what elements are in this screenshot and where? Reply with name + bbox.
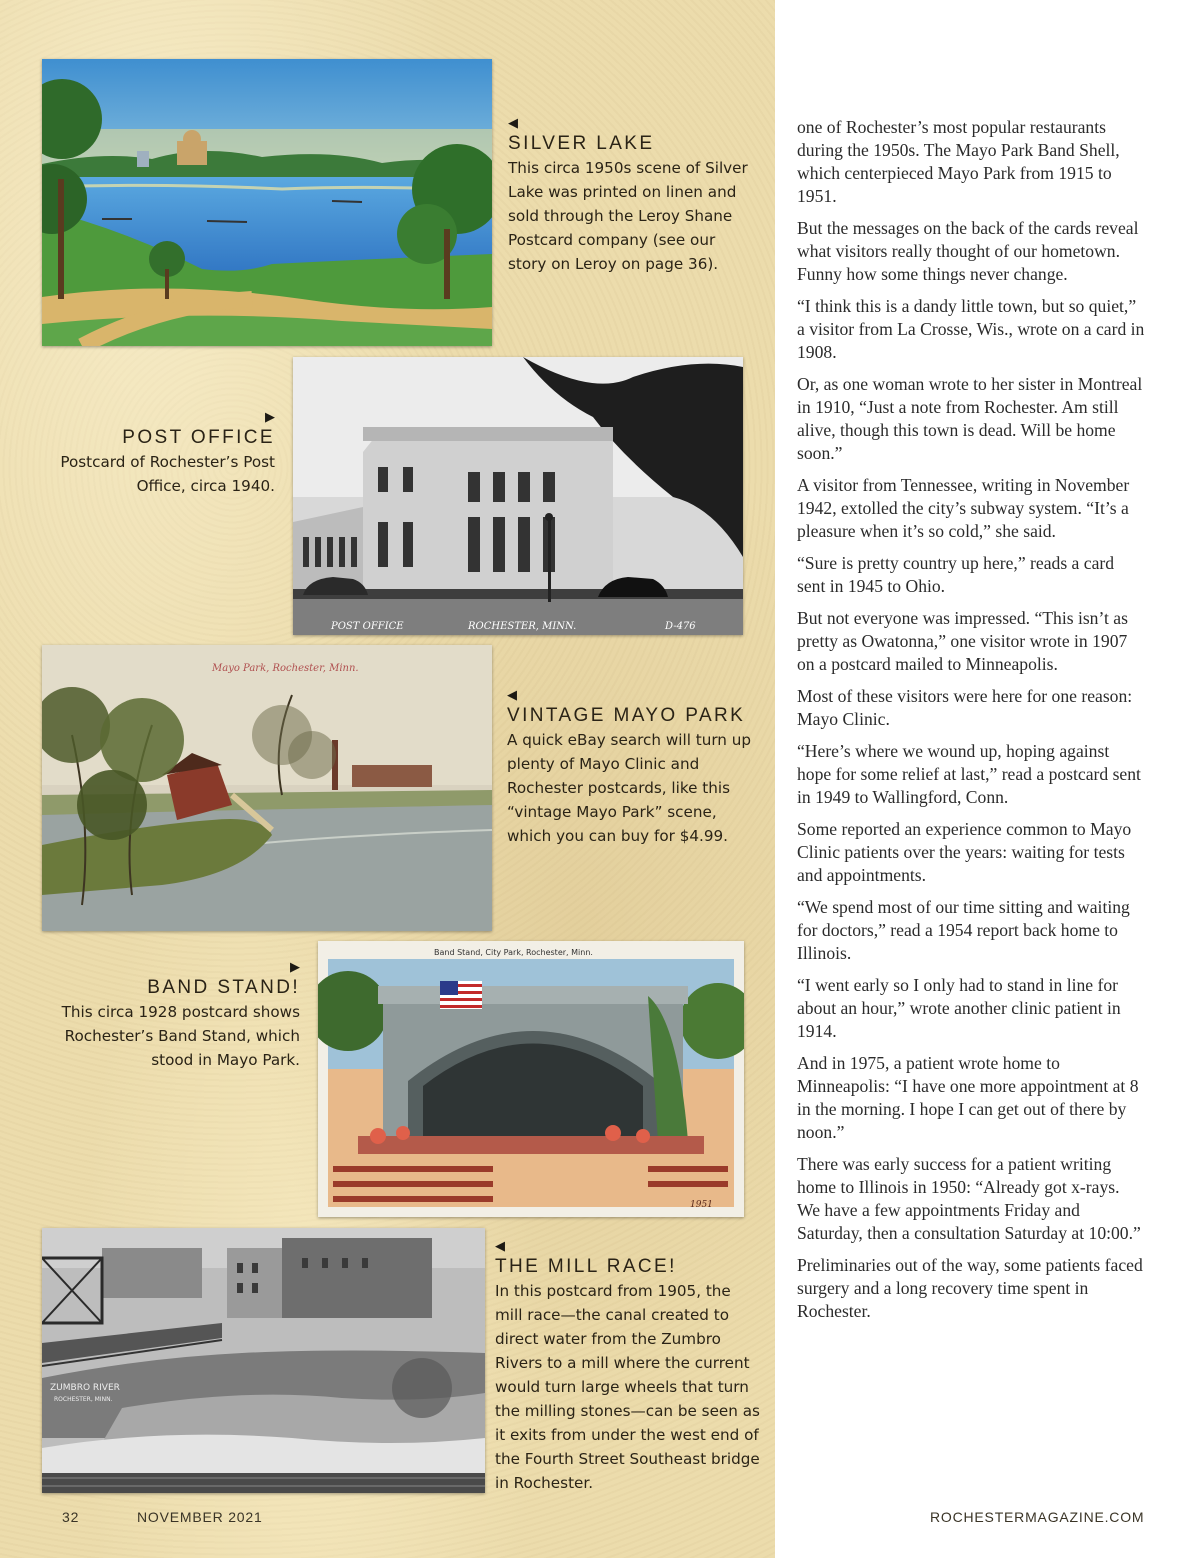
article-paragraph: Preliminaries out of the way, some patients faced surgery and a long recovery time spent in Rochester. <box>797 1255 1143 1321</box>
caption-body: This circa 1950s scene of Silver Lake was printed on linen and sold through the Leroy Shane Postcard company (see our story on Leroy on page 36). <box>508 159 748 273</box>
mill-race-postcard <box>42 1228 485 1493</box>
post-office-stamp-left: POST OFFICE <box>331 621 404 632</box>
article-paragraph: Most of these visitors were here for one reason: Mayo Clinic. <box>797 686 1133 729</box>
article-paragraph: And in 1975, a patient wrote home to Minneapolis: “I have one more appointment at 8 in the morning. I hope I can get out of there by noon.” <box>797 1053 1139 1142</box>
mill-race-caption <box>495 1239 760 1495</box>
caption-body: This circa 1928 postcard shows Rochester’s Band Stand, which stood in Mayo Park. <box>61 1003 300 1069</box>
silver-lake-caption <box>508 116 753 276</box>
band-stand-number: 1951 <box>690 1200 713 1210</box>
article-paragraph: “I went early so I only had to stand in line for about an hour,” wrote another clinic patient in 1914. <box>797 975 1121 1041</box>
caption-arrow-right-icon: ▶ <box>290 959 300 974</box>
caption-arrow-left-icon: ◀ <box>495 1238 505 1253</box>
mayo-park-stamp: Mayo Park, Rochester, Minn. <box>212 663 359 674</box>
band-stand-stamp: Band Stand, City Park, Rochester, Minn. <box>434 948 593 957</box>
article-paragraph: Or, as one woman wrote to her sister in Montreal in 1910, “Just a note from Rochester. Am still alive, though this town is dead. Will be home soon.” <box>797 374 1143 463</box>
article-paragraph: But the messages on the back of the cards reveal what visitors really thought of our hometown. Funny how some things never change. <box>797 218 1139 284</box>
article-paragraph: one of Rochester’s most popular restaurants during the 1950s. The Mayo Park Band Shell, which centerpieced Mayo Park from 1915 to 1951. <box>797 117 1120 206</box>
article-paragraph: “Sure is pretty country up here,” reads a card sent in 1945 to Ohio. <box>797 553 1115 596</box>
post-office-caption <box>60 410 275 498</box>
article-paragraph: “We spend most of our time sitting and waiting for doctors,” read a 1954 report back home to Illinois. <box>797 897 1130 963</box>
page-number: 32 <box>62 1509 80 1525</box>
caption-title: THE MILL RACE! <box>495 1256 677 1277</box>
caption-arrow-left-icon: ◀ <box>508 115 518 130</box>
article-paragraph: “I think this is a dandy little town, but so quiet,” a visitor from La Crosse, Wis., wrote on a card in 1908. <box>797 296 1145 362</box>
article-paragraph: “Here’s where we wound up, hoping against hope for some relief at last,” read a postcard sent in 1949 to Wallingford, Conn. <box>797 741 1141 807</box>
issue-date: NOVEMBER 2021 <box>137 1509 263 1525</box>
caption-title: BAND STAND! <box>147 977 300 998</box>
caption-body: In this postcard from 1905, the mill race—the canal created to direct water from the Zumbro Rivers to a mill where the current would turn large wheels that turn the milling stones—can be seen as it exits from under the west end of the Fourth Street Southeast bridge in Rochester. <box>495 1282 760 1492</box>
caption-body: A quick eBay search will turn up plenty of Mayo Clinic and Rochester postcards, like this “vintage Mayo Park” scene, which you can buy for $4.99. <box>507 731 752 845</box>
caption-arrow-left-icon: ◀ <box>507 687 517 702</box>
mayo-park-postcard <box>42 645 492 931</box>
mayo-park-caption <box>507 688 757 848</box>
article-paragraph: But not everyone was impressed. “This isn’t as pretty as Owatonna,” one visitor wrote in 1907 on a postcard mailed to Minneapolis. <box>797 608 1128 674</box>
caption-body: Postcard of Rochester’s Post Office, circa 1940. <box>60 453 275 495</box>
caption-title: POST OFFICE <box>122 427 275 448</box>
website-url: ROCHESTERMAGAZINE.COM <box>930 1509 1145 1525</box>
band-stand-postcard <box>318 941 744 1217</box>
mill-race-stamp-line1: ZUMBRO RIVER <box>50 1383 120 1393</box>
silver-lake-postcard <box>42 59 492 346</box>
post-office-postcard <box>293 357 743 635</box>
caption-title: VINTAGE MAYO PARK <box>507 705 746 726</box>
article-paragraph: Some reported an experience common to Mayo Clinic patients over the years: waiting for tests and appointments. <box>797 819 1132 885</box>
post-office-stamp-number: D-476 <box>665 621 696 632</box>
caption-title: SILVER LAKE <box>508 133 655 154</box>
caption-arrow-right-icon: ▶ <box>265 409 275 424</box>
band-stand-caption <box>45 960 300 1072</box>
article-paragraph: A visitor from Tennessee, writing in November 1942, extolled the city’s subway system. “It’s a pleasure when it’s so cold,” she said. <box>797 475 1130 541</box>
article-paragraph: There was early success for a patient writing home to Illinois in 1950: “Already got x-rays. We have a few appointments Friday and Saturday, then a consultation Saturday at 10:00.” <box>797 1154 1141 1243</box>
mill-race-stamp-line2: ROCHESTER, MINN. <box>54 1396 113 1403</box>
post-office-stamp-city: ROCHESTER, MINN. <box>468 621 577 632</box>
article-column <box>797 116 1145 1332</box>
